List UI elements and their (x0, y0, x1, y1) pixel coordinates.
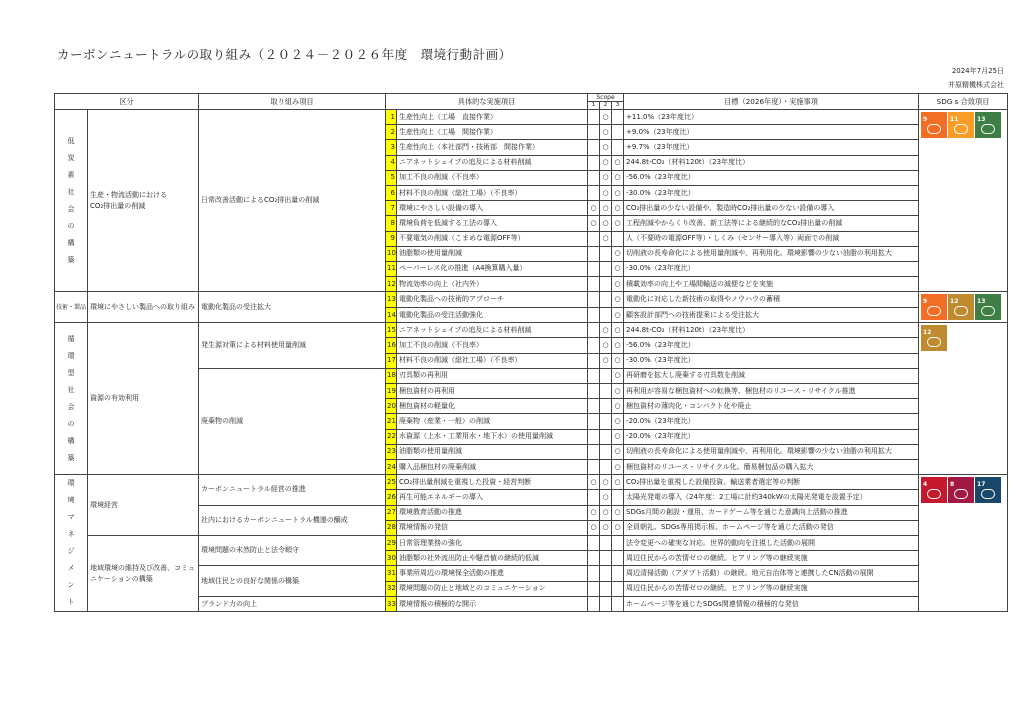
sdg-goals-cell (919, 475, 1008, 612)
scope-2-mark (600, 368, 612, 383)
row-number: 16 (386, 338, 397, 353)
scope-3-mark (612, 490, 624, 505)
row-number: 5 (386, 170, 397, 185)
sdg-goal-number: 9 (923, 116, 928, 123)
row-number: 13 (386, 292, 397, 308)
scope-title: Scope (588, 94, 623, 102)
target-text: 梱包資材の薄肉化・コンパクト化や廃止 (624, 399, 919, 414)
row-number: 23 (386, 444, 397, 459)
scope-1-mark (588, 307, 600, 323)
scope-3-mark: ○ (612, 185, 624, 200)
scope-2-mark: ○ (600, 216, 612, 231)
scope-3-mark (612, 140, 624, 155)
scope-2-mark (600, 551, 612, 566)
table-row (55, 323, 1008, 338)
scope-3-mark: ○ (612, 444, 624, 459)
target-text: 周辺住民からの苦情ゼロの継続。ヒアリング等の継続実施 (624, 551, 919, 566)
scope-3-mark: ○ (612, 353, 624, 368)
row-number: 6 (386, 185, 397, 200)
target-text: -56.0%（23年度比） (624, 170, 919, 185)
row-number: 26 (386, 490, 397, 505)
sdg-goal-tile (921, 112, 947, 138)
sdg-goal-number: 4 (923, 481, 928, 489)
row-number: 33 (386, 596, 397, 611)
row-number: 21 (386, 414, 397, 429)
target-text: +9.0%（23年度比） (624, 125, 919, 140)
target-text: 法令変更への確実な対応。世界的動向を注視した活動の展開 (624, 535, 919, 550)
action-item: 生産性向上（工場 間接作業） (397, 125, 588, 140)
action-item: 不要電気の削減（こまめな電源OFF等） (397, 231, 588, 246)
scope-3-mark (612, 231, 624, 246)
row-number: 31 (386, 566, 397, 581)
target-text: 周辺清掃活動（アダプト活動）の継続。地元自治体等と連携したCN活動の展開 (624, 566, 919, 581)
category-recycling-society: 循 環 型 社 会 の 構 築 (55, 323, 88, 475)
row-number: 28 (386, 520, 397, 535)
target-text: 切削液の長寿命化による使用量削減や、再利用化。環境影響の少ない油脂の利用拡大 (624, 246, 919, 261)
initiative-cn-awareness: 社内におけるカーボンニュートラル機運の醸成 (199, 505, 386, 535)
scope-1-mark (588, 323, 600, 338)
book-icon (927, 489, 941, 499)
target-text: 太陽光発電の導入（24年度：2工場に計約340kWの太陽光発電を設置予定） (624, 490, 919, 505)
table-row (55, 110, 1008, 125)
action-item: 刃具類の再利用 (397, 368, 588, 383)
action-item: 生産性向上（本社部門・技術部 間接作業） (397, 140, 588, 155)
scope-1-mark (588, 444, 600, 459)
scope-3-mark (612, 596, 624, 611)
scope-2-mark: ○ (600, 475, 612, 490)
row-number: 8 (386, 216, 397, 231)
scope-1-mark (588, 110, 600, 125)
target-text: 244.8t-CO₂（材料120t）（23年度比） (624, 155, 919, 170)
scope-2-mark (600, 277, 612, 292)
action-item: 加工不良の削減（不良率） (397, 170, 588, 185)
target-text: 再研磨を拡大し廃棄する刃具数を削減 (624, 368, 919, 383)
scope-2-mark: ○ (600, 125, 612, 140)
action-item: 材料不良の削減（総社工場）（不良率） (397, 353, 588, 368)
scope-3-mark: ○ (612, 155, 624, 170)
category-env-management: 環 境 マ ネ ジ メ ン ト (55, 475, 88, 612)
target-text: -30.0%（23年度比） (624, 185, 919, 200)
scope-1-mark (588, 399, 600, 414)
sdg-goal-tile (921, 325, 947, 351)
scope-1-mark: ○ (588, 216, 600, 231)
header-scope (588, 94, 624, 110)
sdg-goal-tile (948, 294, 974, 320)
scope-1-mark (588, 338, 600, 353)
category-tech-product: 技術・製品 (55, 292, 88, 323)
action-item: 電動化製品の受注活動強化 (397, 307, 588, 323)
scope-2-mark: ○ (600, 140, 612, 155)
scope-1-mark (588, 414, 600, 429)
action-item: 環境情報の積極的な開示 (397, 596, 588, 611)
scope-1-mark (588, 140, 600, 155)
scope-2-mark: ○ (600, 185, 612, 200)
row-number: 2 (386, 125, 397, 140)
scope-3-mark: ○ (612, 384, 624, 399)
scope-1-mark: ○ (588, 520, 600, 535)
target-text: ホームページ等を通じたSDGs関連情報の積極的な発信 (624, 596, 919, 611)
action-item: 梱包資材の軽量化 (397, 399, 588, 414)
scope-1-mark (588, 459, 600, 474)
scope-3-mark: ○ (612, 414, 624, 429)
sdg-goal-number: 13 (977, 298, 986, 306)
sdg-goal-tile (948, 112, 974, 138)
scope-3-mark (612, 551, 624, 566)
scope-2-mark: ○ (600, 170, 612, 185)
row-number: 10 (386, 246, 397, 261)
row-number: 22 (386, 429, 397, 444)
action-item: ペーパーレス化の推進（A4換算購入量） (397, 261, 588, 276)
scope-3-mark: ○ (612, 201, 624, 216)
target-text: 梱包資材のリユース・リサイクル化。簡易梱包品の購入拡大 (624, 459, 919, 474)
target-text: -30.0%（23年度比） (624, 353, 919, 368)
target-text: CO₂排出量の少ない設備や、製造時CO₂排出量の少ない設備の導入 (624, 201, 919, 216)
scope-1-mark (588, 125, 600, 140)
scope-3-label: 3 (615, 102, 620, 108)
scope-1-mark: ○ (588, 475, 600, 490)
target-text: 244.8t-CO₂（材料120t）（23年度比） (624, 323, 919, 338)
scope-3-mark: ○ (612, 368, 624, 383)
row-number: 18 (386, 368, 397, 383)
action-item: 事業所周辺の環境保全活動の推進 (397, 566, 588, 581)
target-text: -56.0%（23年度比） (624, 338, 919, 353)
sdg-goal-tile (948, 477, 974, 503)
subcategory-eco-products: 環境にやさしい製品への取り組み (88, 292, 199, 323)
sdg-goal-number: 12 (923, 329, 932, 337)
row-number: 1 (386, 110, 397, 125)
scope-2-mark: ○ (600, 520, 612, 535)
scope-2-mark (600, 444, 612, 459)
page-title: カーボンニュートラルの取り組み（２０２４－２０２６年度 環境行動計画） (57, 47, 512, 62)
sdg-goals-cell (919, 323, 1008, 475)
scope-2-mark (600, 399, 612, 414)
scope-1-mark (588, 490, 600, 505)
initiative-daily-improvement: 日常改善活動によるCO₂排出量の削減 (199, 110, 386, 292)
action-item: 日常管理業務の強化 (397, 535, 588, 550)
scope-3-mark: ○ (612, 520, 624, 535)
action-item: 廃棄物（産業・一般）の削減 (397, 414, 588, 429)
initiative-waste-reduction: 廃棄物の削減 (199, 368, 386, 474)
action-item: 物流効率の向上（社内外） (397, 277, 588, 292)
row-number: 11 (386, 261, 397, 276)
scope-2-mark: ○ (600, 323, 612, 338)
scope-3-mark: ○ (612, 338, 624, 353)
sdg-goal-tile (975, 112, 1001, 138)
sdg-goals-cell (919, 292, 1008, 323)
action-item: 油脂類の使用量削減 (397, 444, 588, 459)
subcategory-community: 地域環境の維持及び改善、コミュニケーションの構築 (88, 535, 199, 611)
sdg-goal-tile (975, 477, 1001, 503)
scope-2-mark (600, 307, 612, 323)
subcategory-production-co2: 生産・物流活動における CO₂排出量の削減 (88, 110, 199, 292)
target-text: +9.7%（23年度比） (624, 140, 919, 155)
scope-2-mark (600, 535, 612, 550)
scope-3-mark: ○ (612, 246, 624, 261)
action-item: 再生可能エネルギーの導入 (397, 490, 588, 505)
header-action: 具体的な実施項目 (386, 94, 588, 110)
sdg-goal-number: 9 (923, 298, 928, 306)
scope-1-mark (588, 429, 600, 444)
header-target: 目標（2026年度）・実施事項 (624, 94, 919, 110)
scope-1-label: 1 (588, 102, 600, 109)
scope-3-mark: ○ (612, 399, 624, 414)
row-number: 9 (386, 231, 397, 246)
scope-2-label: 2 (600, 102, 612, 109)
scope-1-mark (588, 170, 600, 185)
target-text: 切削液の長寿命化による使用量削減や、再利用化。環境影響の少ない油脂の利用拡大 (624, 444, 919, 459)
row-number: 17 (386, 353, 397, 368)
scope-1-mark (588, 261, 600, 276)
scope-2-mark: ○ (600, 155, 612, 170)
action-item: ニアネットシェイプの追及による材料削減 (397, 323, 588, 338)
scope-3-mark: ○ (612, 216, 624, 231)
target-text: -20.0%（23年度比） (624, 414, 919, 429)
row-number: 19 (386, 384, 397, 399)
sdg-goal-number: 12 (950, 298, 959, 306)
row-number: 3 (386, 140, 397, 155)
header-sdg: SDG s 合致項目 (919, 94, 1008, 110)
row-number: 12 (386, 277, 397, 292)
scope-2-mark (600, 246, 612, 261)
action-item: 電動化製品への技術的アプローチ (397, 292, 588, 308)
row-number: 27 (386, 505, 397, 520)
row-number: 29 (386, 535, 397, 550)
scope-3-mark (612, 535, 624, 550)
scope-3-mark (612, 125, 624, 140)
row-number: 24 (386, 459, 397, 474)
action-item: 油脂類の社外流出防止や騒音値の継続的低減 (397, 551, 588, 566)
action-item: 購入品梱包材の廃棄削減 (397, 459, 588, 474)
action-plan-table (54, 93, 1008, 612)
initiative-material-reduction: 発生源対策による材料使用量削減 (199, 323, 386, 369)
target-text: 工程削減やからくり改善、新工法等による継続的なCO₂排出量の削減 (624, 216, 919, 231)
target-text: -30.0%（23年度比） (624, 261, 919, 276)
scope-2-mark (600, 459, 612, 474)
scope-3-mark: ○ (612, 429, 624, 444)
scope-2-mark (600, 566, 612, 581)
scope-2-mark: ○ (600, 490, 612, 505)
action-item: 油脂類の使用量削減 (397, 246, 588, 261)
industry-icon (927, 124, 941, 134)
scope-1-mark (588, 368, 600, 383)
header-category: 区分 (55, 94, 199, 110)
row-number: 20 (386, 399, 397, 414)
scope-2-mark (600, 292, 612, 308)
scope-2-mark (600, 581, 612, 596)
document-date: 2024年7月25日 (951, 67, 1004, 75)
sdg-goal-number: 13 (977, 116, 986, 123)
action-item: 環境にやさしい設備の導入 (397, 201, 588, 216)
row-number: 30 (386, 551, 397, 566)
table-row (55, 535, 1008, 550)
action-item: 環境教育活動の推進 (397, 505, 588, 520)
sdg-goal-number: 17 (977, 481, 986, 489)
initiative-brand: ブランド力の向上 (199, 596, 386, 611)
action-item: 水資源（上水・工業用水・地下水）の使用量削減 (397, 429, 588, 444)
initiative-prevention-compliance: 環境問題の未然防止と法令順守 (199, 535, 386, 565)
scope-1-mark (588, 155, 600, 170)
target-text: SDGs月間の創設・運用、カードゲーム等を通じた意識向上活動の推進 (624, 505, 919, 520)
header-row (55, 94, 1008, 110)
category-low-carbon: 低 炭 素 社 会 の 構 築 (55, 110, 88, 292)
target-text: 顧客設計部門への技術提案による受注拡大 (624, 307, 919, 323)
initiative-community-relations: 地域住民との良好な関係の構築 (199, 566, 386, 597)
action-item: 材料不良の削減（総社工場）（不良率） (397, 185, 588, 200)
scope-2-mark (600, 596, 612, 611)
scope-1-mark (588, 535, 600, 550)
scope-2-mark (600, 384, 612, 399)
industry-icon (927, 306, 941, 316)
scope-1-mark (588, 384, 600, 399)
target-text: 周辺住民からの苦情ゼロの継続。ヒアリング等の継続実施 (624, 581, 919, 596)
sdg-goals-cell (919, 110, 1008, 292)
row-number: 25 (386, 475, 397, 490)
scope-3-mark (612, 110, 624, 125)
scope-2-mark: ○ (600, 110, 612, 125)
scope-2-mark (600, 429, 612, 444)
target-text: CO₂排出量を重視した設備投資、輸送業者選定等の判断 (624, 475, 919, 490)
row-number: 7 (386, 201, 397, 216)
scope-1-mark (588, 353, 600, 368)
table-row (55, 475, 1008, 490)
scope-1-mark: ○ (588, 201, 600, 216)
scope-1-mark (588, 231, 600, 246)
target-text: 積載効率の向上や工場間輸送の減便などを実施 (624, 277, 919, 292)
scope-3-mark: ○ (612, 459, 624, 474)
target-text: 人（不要時の電源OFF等）・しくみ（センサー導入等）両面での削減 (624, 231, 919, 246)
scope-1-mark (588, 185, 600, 200)
scope-1-mark: ○ (588, 505, 600, 520)
target-text: 電動化に対応した新技術の取得やノウハウの蓄積 (624, 292, 919, 308)
scope-2-mark: ○ (600, 505, 612, 520)
scope-1-mark (588, 246, 600, 261)
target-text: 再利用が容易な梱包資材への転換等、梱包材のリユース・リサイクル推進 (624, 384, 919, 399)
action-item: ニアネットシェイプの追及による材料削減 (397, 155, 588, 170)
action-item: 環境情報の発信 (397, 520, 588, 535)
scope-2-mark: ○ (600, 231, 612, 246)
scope-2-mark: ○ (600, 353, 612, 368)
scope-3-mark (612, 566, 624, 581)
scope-1-mark (588, 566, 600, 581)
sdg-goal-tile (975, 294, 1001, 320)
scope-1-mark (588, 596, 600, 611)
scope-1-mark (588, 581, 600, 596)
row-number: 32 (386, 581, 397, 596)
action-item: 環境問題の防止と地域とのコミュニケーション (397, 581, 588, 596)
target-text: +11.0%（23年度比） (624, 110, 919, 125)
sdg-goal-number: 8 (950, 481, 955, 489)
target-text: 全員朝礼、SDGs専用掲示板、ホームページ等を通じた活動の発信 (624, 520, 919, 535)
scope-1-mark (588, 292, 600, 308)
scope-2-mark (600, 261, 612, 276)
scope-3-mark: ○ (612, 170, 624, 185)
header-initiative: 取り組み項目 (199, 94, 386, 110)
row-number: 15 (386, 323, 397, 338)
subcategory-env-management: 環境経営 (88, 475, 199, 536)
row-number: 4 (386, 155, 397, 170)
scope-1-mark (588, 551, 600, 566)
sdg-goal-tile (921, 294, 947, 320)
scope-2-mark: ○ (600, 201, 612, 216)
table-row (55, 292, 1008, 308)
action-item: 加工不良の削減（不良率） (397, 338, 588, 353)
target-text: -20.0%（23年度比） (624, 429, 919, 444)
scope-3-mark: ○ (612, 292, 624, 308)
row-number: 14 (386, 307, 397, 323)
scope-3-mark: ○ (612, 277, 624, 292)
action-item: 環境負荷を低減する工法の導入 (397, 216, 588, 231)
initiative-electrified-orders: 電動化製品の受注拡大 (199, 292, 386, 323)
action-item: 生産性向上（工場 直接作業） (397, 110, 588, 125)
scope-3-mark: ○ (612, 261, 624, 276)
sdg-goal-number: 11 (950, 116, 959, 123)
scope-3-mark: ○ (612, 505, 624, 520)
scope-1-mark (588, 277, 600, 292)
scope-2-mark (600, 414, 612, 429)
growth-icon (954, 489, 968, 499)
initiative-cn-management: カーボンニュートラル経営の推進 (199, 475, 386, 505)
scope-2-mark: ○ (600, 338, 612, 353)
scope-3-mark: ○ (612, 307, 624, 323)
subcategory-resource-use: 資源の有効利用 (88, 323, 199, 475)
scope-3-mark: ○ (612, 323, 624, 338)
action-item: 梱包資材の再利用 (397, 384, 588, 399)
sdg-goal-tile (921, 477, 947, 503)
scope-3-mark: ○ (612, 475, 624, 490)
scope-3-mark (612, 581, 624, 596)
company-name: 井原精機株式会社 (948, 81, 1004, 89)
action-item: CO₂排出量削減を重視した投資・経営判断 (397, 475, 588, 490)
